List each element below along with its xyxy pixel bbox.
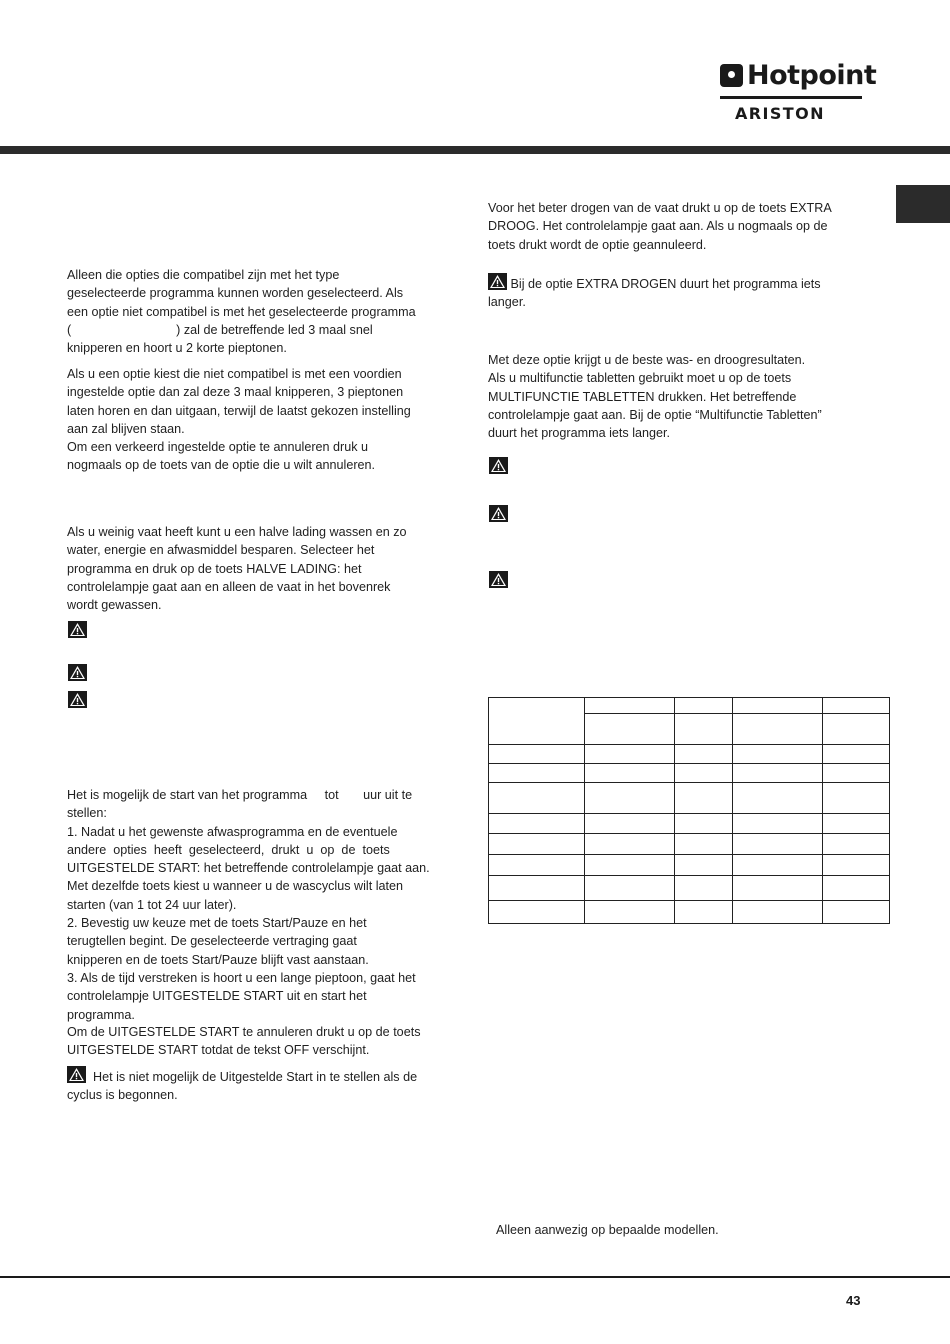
table-cell <box>675 698 732 714</box>
table-cell <box>822 783 889 814</box>
text-line: toets drukt wordt de optie geannuleerd. <box>488 237 707 252</box>
table-cell <box>732 814 822 834</box>
table-cell <box>675 901 732 924</box>
table-cell <box>732 714 822 745</box>
table-cell <box>822 901 889 924</box>
paragraph-incompatible-option <box>67 365 447 475</box>
table-row <box>489 876 890 901</box>
text-line: andere opties heeft geselecteerd, drukt u op de toets <box>67 842 390 857</box>
logo-rule <box>720 96 862 99</box>
text-line: Om een verkeerd ingestelde optie te annuleren druk u <box>67 440 369 455</box>
table-cell <box>585 901 675 924</box>
footnote: Alleen aanwezig op bepaalde modellen. <box>496 1223 719 1237</box>
table-cell <box>822 834 889 855</box>
table-cell <box>822 814 889 834</box>
table-cell <box>675 714 732 745</box>
warning-icon <box>67 1066 86 1083</box>
text-line: Alleen die opties die compatibel zijn met het type <box>67 268 340 282</box>
table-cell <box>675 783 732 814</box>
table-row <box>489 764 890 783</box>
text-line: een optie niet compatibel is met het geselecteerde programma <box>67 304 416 319</box>
brand-sub: ARISTON <box>735 104 825 123</box>
table-cell <box>489 698 585 745</box>
text-line: 3. Als de tijd verstreken is hoort u een lange pieptoon, gaat het <box>67 970 416 985</box>
text-line: Het is niet mogelijk de Uitgestelde Start in te stellen als de <box>93 1070 418 1084</box>
text-line: laten horen en dan uitgaan, terwijl de laatst gekozen instelling <box>67 403 411 418</box>
text-line: 2. Bevestig uw keuze met de toets Start/Pauze en het <box>67 916 367 931</box>
table-cell <box>585 764 675 783</box>
footer-rule <box>0 1276 950 1278</box>
text-line: controlelampje UITGESTELDE START uit en start het <box>67 989 367 1004</box>
table-cell <box>732 901 822 924</box>
text-line: Het is mogelijk de start van het programma tot uur uit te <box>67 788 413 802</box>
text-line: stellen: <box>67 806 107 821</box>
table-cell <box>822 698 889 714</box>
text-line: Als u weinig vaat heeft kunt u een halve lading wassen en zo <box>67 525 407 539</box>
table-cell <box>585 855 675 876</box>
text-line: controlelampje gaat aan en alleen de vaat in het bovenrek <box>67 579 391 594</box>
table-cell <box>489 764 585 783</box>
text-line: Bij de optie EXTRA DROGEN duurt het programma iets <box>510 277 821 291</box>
text-line: UITGESTELDE START: het betreffende controlelampje gaat aan. <box>67 861 430 876</box>
table-row <box>489 855 890 876</box>
table-cell <box>732 783 822 814</box>
text-line: Voor het beter drogen van de vaat drukt u op de toets EXTRA <box>488 201 832 215</box>
text-line: programma. <box>67 1007 135 1022</box>
table-cell <box>585 783 675 814</box>
text-line: water, energie en afwasmiddel besparen. Selecteer het <box>67 543 375 558</box>
warning-icon <box>488 273 507 290</box>
table-cell <box>585 745 675 764</box>
table-cell <box>489 855 585 876</box>
table-cell <box>675 745 732 764</box>
page-number: 43 <box>846 1293 861 1308</box>
table-cell <box>822 876 889 901</box>
table-cell <box>822 745 889 764</box>
table-cell <box>732 834 822 855</box>
table-cell <box>585 714 675 745</box>
paragraph-cancel-delay <box>67 1023 447 1060</box>
table-cell <box>732 855 822 876</box>
table-row <box>489 698 890 714</box>
table-row <box>489 834 890 855</box>
text-line: Als u multifunctie tabletten gebruikt moet u op de toets <box>488 371 792 386</box>
table-cell <box>822 855 889 876</box>
table-cell <box>675 764 732 783</box>
brand-name: Hotpoint <box>747 60 877 91</box>
table-cell <box>585 876 675 901</box>
table-cell <box>675 855 732 876</box>
text-line: 1. Nadat u het gewenste afwasprogramma en de eventuele <box>67 824 398 839</box>
paragraph-delay-warning <box>67 1066 447 1105</box>
text-line: ingestelde optie dan zal deze 3 maal knipperen, 3 pieptonen <box>67 385 404 400</box>
table-cell <box>822 764 889 783</box>
table-cell <box>822 714 889 745</box>
text-line: MULTIFUNCTIE TABLETTEN drukken. Het betreffende <box>488 389 797 404</box>
table-cell <box>489 901 585 924</box>
table-cell <box>675 876 732 901</box>
text-line: starten (van 1 tot 24 uur later). <box>67 897 237 912</box>
paragraph-delayed-start <box>67 786 443 1024</box>
text-line: knipperen en hoort u 2 korte pieptonen. <box>67 341 287 356</box>
warning-icon <box>68 664 87 681</box>
text-line: knipperen en de toets Start/Pauze blijft vast aanstaan. <box>67 952 369 967</box>
brand-logo <box>720 60 877 124</box>
table-cell <box>585 698 675 714</box>
text-line: Om de UITGESTELDE START te annuleren drukt u op de toets <box>67 1025 421 1039</box>
warning-icon <box>68 621 87 638</box>
table-cell <box>732 745 822 764</box>
warning-icon <box>489 571 508 588</box>
table-cell <box>489 814 585 834</box>
paragraph-extra-dry <box>488 199 868 254</box>
text-line: wordt gewassen. <box>67 598 162 613</box>
options-compatibility-table <box>488 697 890 924</box>
text-line: controlelampje gaat aan. Bij de optie “Multifunctie Tabletten” <box>488 407 822 422</box>
table-cell <box>675 834 732 855</box>
table-row <box>489 901 890 924</box>
text-line: langer. <box>488 295 526 310</box>
table-cell <box>489 834 585 855</box>
table-cell <box>489 876 585 901</box>
text-line: programma en druk op de toets HALVE LADING: het <box>67 561 362 576</box>
text-line: nogmaals op de toets van de optie die u wilt annuleren. <box>67 458 376 473</box>
text-line: terugtellen begint. De geselecteerde vertraging gaat <box>67 934 357 949</box>
warning-icon <box>68 691 87 708</box>
text-line: cyclus is begonnen. <box>67 1088 178 1103</box>
text-line: UITGESTELDE START totdat de tekst OFF verschijnt. <box>67 1043 370 1058</box>
table-row <box>489 814 890 834</box>
warning-icon <box>489 457 508 474</box>
text-line: Met deze optie krijgt u de beste was- en droogresultaten. <box>488 353 806 367</box>
table-row <box>489 745 890 764</box>
section-tab <box>896 185 950 223</box>
table-cell <box>489 745 585 764</box>
text-line: DROOG. Het controlelampje gaat aan. Als u nogmaals op de <box>488 219 828 234</box>
paragraph-half-load <box>67 523 447 614</box>
paragraph-multifunction-tablets <box>488 351 868 442</box>
logo-mark-icon <box>720 64 743 87</box>
table-row <box>489 783 890 814</box>
table-cell <box>585 834 675 855</box>
text-line: geselecteerde programma kunnen worden geselecteerd. Als <box>67 286 404 301</box>
table-cell <box>732 698 822 714</box>
table-cell <box>489 783 585 814</box>
text-line: Als u een optie kiest die niet compatibel is met een voordien <box>67 367 402 381</box>
table-cell <box>675 814 732 834</box>
text-line: ( ) zal de betreffende led 3 maal snel <box>67 322 373 337</box>
paragraph-extra-dry-warning <box>488 273 868 312</box>
table-cell <box>585 814 675 834</box>
table-cell <box>732 764 822 783</box>
table-cell <box>732 876 822 901</box>
paragraph-compatible-options <box>67 266 447 357</box>
text-line: duurt het programma iets langer. <box>488 426 671 441</box>
warning-icon <box>489 505 508 522</box>
text-line: aan zal blijven staan. <box>67 421 185 436</box>
header-bar <box>0 146 950 154</box>
text-line: Met dezelfde toets kiest u wanneer u de wascyclus wilt laten <box>67 879 404 894</box>
